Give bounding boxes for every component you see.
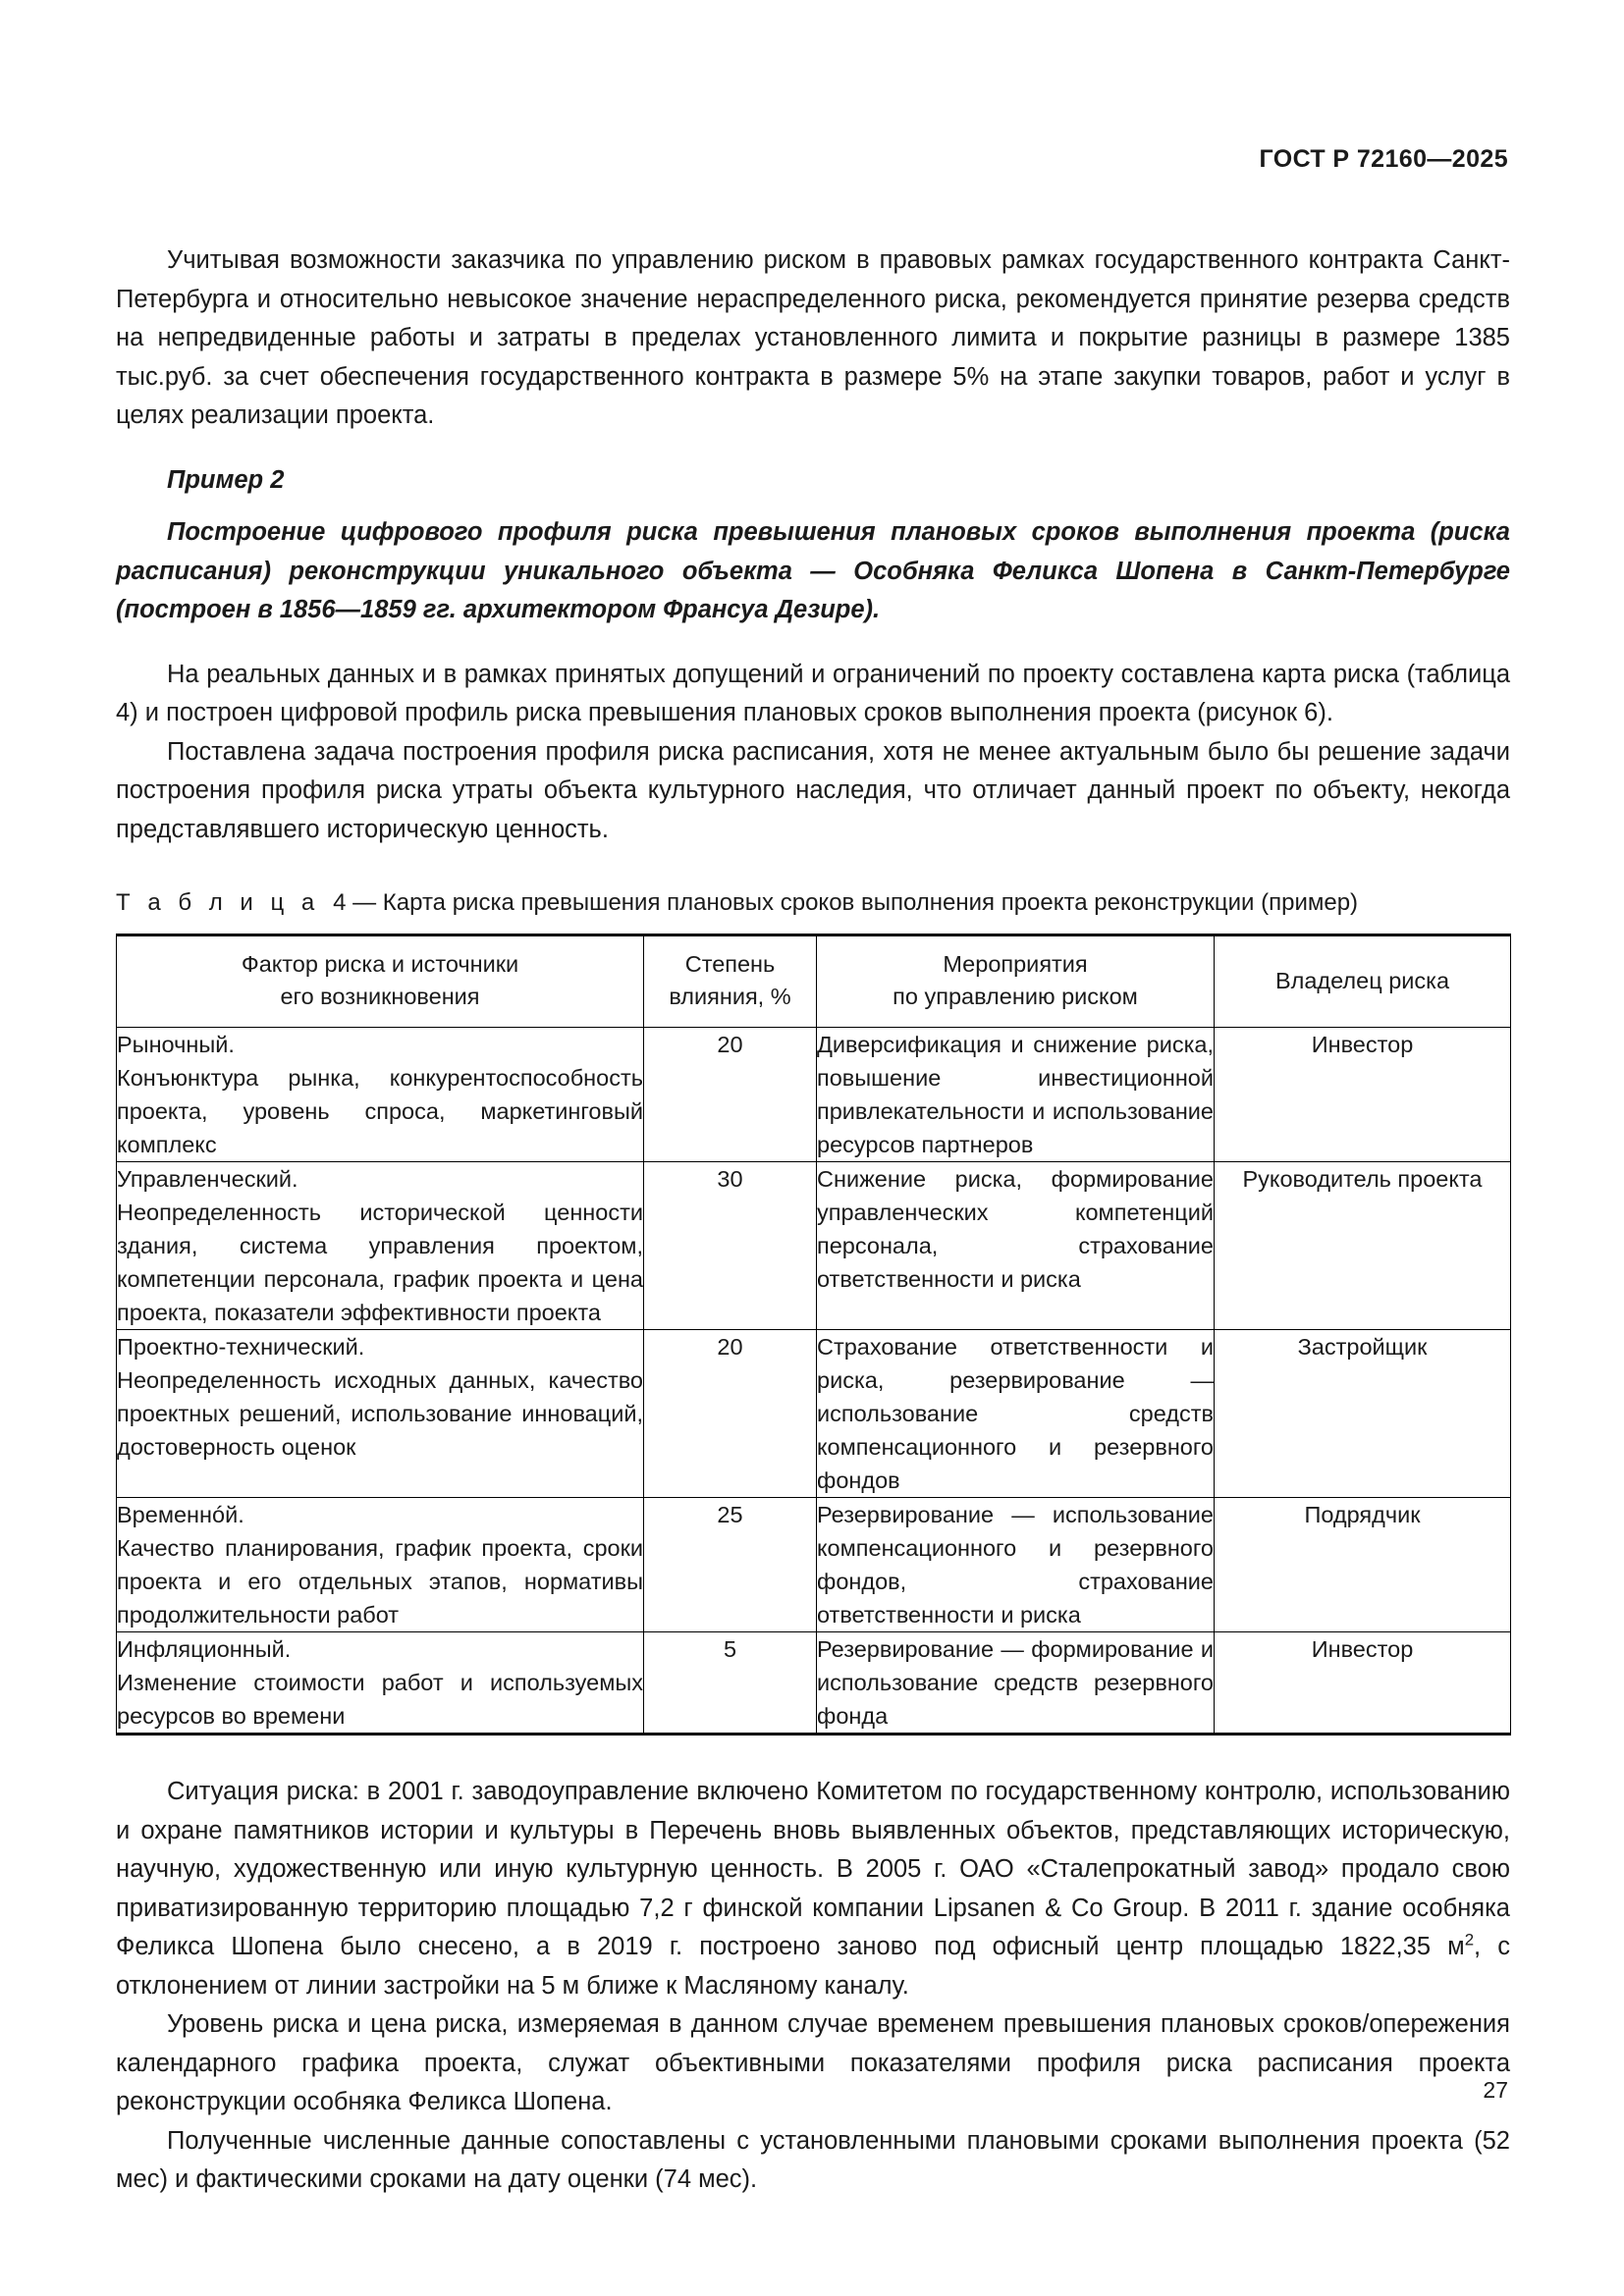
cell-degree: 25 — [644, 1498, 817, 1632]
cell-degree: 20 — [644, 1330, 817, 1498]
table-caption-number: 4 — [333, 889, 347, 916]
table-row — [117, 1632, 1511, 1735]
column-header-owner — [1215, 935, 1511, 1028]
paragraph-situation — [116, 1773, 1510, 2005]
column-header-degree-line2: влияния, % — [669, 984, 791, 1009]
example-label: Пример 2 — [167, 465, 285, 494]
cell-owner: Руководитель проекта — [1215, 1162, 1511, 1330]
paragraph-task: Поставлена задача построения профиля риска расписания, хотя не менее актуальным было бы решение задачи построения профиля риска утраты объекта культурного наследия, что отличает данный проект по объекту, некогда представлявшего историческую ценность. — [116, 737, 1510, 843]
cell-measures: Снижение риска, формирование управленческих компетенций персонала, страхование ответственности и риска — [817, 1162, 1215, 1330]
paragraph-data: На реальных данных и в рамках принятых допущений и ограничений по проекту составлена карта риска (таблица 4) и построен цифровой профиль риска превышения плановых сроков выполнения проекта (рисунок 6). — [116, 660, 1510, 726]
cell-factor — [117, 1028, 644, 1162]
cell-factor — [117, 1330, 644, 1498]
table-caption — [116, 886, 1510, 920]
cell-measures: Резервирование — использование компенсационного и резервного фондов, страхование ответственности и риска — [817, 1498, 1215, 1632]
cell-owner: Застройщик — [1215, 1330, 1511, 1498]
factor-head: Рыночный. — [117, 1032, 235, 1057]
square-meter-superscript: 2 — [1464, 1930, 1475, 1949]
column-header-degree-line1: Степень — [684, 951, 776, 977]
column-header-measures — [817, 935, 1215, 1028]
table-caption-text: — Карта риска превышения плановых сроков выполнения проекта реконструкции (пример) — [352, 889, 1359, 916]
paragraph-result: Полученные численные данные сопоставлены с установленными плановыми сроками выполнения проекта (52 мес) и фактическими сроками на дату оценки (74 мес). — [116, 2126, 1510, 2193]
cell-factor — [117, 1632, 644, 1735]
factor-body: Конъюнктура рынка, конкурентоспособность проекта, уровень спроса, маркетинговый комплекс — [117, 1065, 643, 1157]
cell-degree: 30 — [644, 1162, 817, 1330]
column-header-factor-line1: Фактор риска и источники — [241, 951, 519, 977]
cell-owner: Инвестор — [1215, 1632, 1511, 1735]
table-body — [117, 1028, 1511, 1735]
table-caption-prefix: Т а б л и ц а — [116, 889, 320, 916]
cell-owner: Инвестор — [1215, 1028, 1511, 1162]
factor-body: Изменение стоимости работ и используемых ресурсов во времени — [117, 1670, 643, 1729]
column-header-measures-line2: по управлению риском — [893, 984, 1138, 1009]
factor-head: Инфляционный. — [117, 1636, 292, 1662]
table-row — [117, 1162, 1511, 1330]
standard-header: ГОСТ Р 72160—2025 — [1259, 145, 1508, 173]
table-header-row — [117, 935, 1511, 1028]
paragraph-intro: Учитывая возможности заказчика по управлению риском в правовых рамках государственного контракта Санкт-Петербурга и относительно невысокое значение нераспределенного риска, рекомендуется принятие резерва средств на непредвиденные работы и затраты в пределах установленного лимита и покрытие разницы в размере 1385 тыс.руб. за счет обеспечения государственного контракта в размере 5% на этапе закупки товаров, работ и услуг в целях реализации проекта. — [116, 246, 1510, 429]
cell-factor — [117, 1162, 644, 1330]
page-number: 27 — [1483, 2077, 1508, 2103]
table-row — [117, 1498, 1511, 1632]
factor-head: Проектно-технический. — [117, 1334, 365, 1360]
example-title: Построение цифрового профиля риска превышения плановых сроков выполнения проекта (риска расписания) реконструкции уникального объекта — Особняка Феликса Шопена в Санкт-Петербурге (построен в 1856—1859 гг. архитектором Франсуа Дезире). — [116, 518, 1510, 623]
column-header-owner-line1: Владелец риска — [1274, 967, 1450, 993]
cell-measures: Диверсификация и снижение риска, повышение инвестиционной привлекательности и использование ресурсов партнеров — [817, 1028, 1215, 1162]
situation-text-part1: Ситуация риска: в 2001 г. заводоуправление включено Комитетом по государственному контролю, использованию и охране памятников истории и культуры в Перечень вновь выявленных объектов, представляющих историческую, научную, художественную или иную культурную ценность. В 2005 г. ОАО «Сталепрокатный завод» продало свою приватизированную территорию площадью 7,2 г финской компании Lipsanen & Co Group. В 2011 г. здание особняка Феликса Шопена было снесено, а в 2019 г. построено заново под офисный центр площадью 1822,35 м — [116, 1778, 1510, 1960]
column-header-measures-line1: Мероприятия — [943, 951, 1088, 977]
cell-degree: 5 — [644, 1632, 817, 1735]
situation-text-part2: , с отклонением от линии застройки на 5 м ближе к Масляному каналу. — [116, 1933, 1510, 2000]
factor-body: Качество планирования, график проекта, сроки проекта и его отдельных этапов, нормативы продолжительности работ — [117, 1535, 643, 1628]
column-header-factor-line2: его возникновения — [280, 984, 480, 1009]
factor-head: Временнóй. — [117, 1502, 244, 1527]
factor-body: Неопределенность исходных данных, качество проектных решений, использование инноваций, достоверность оценок — [117, 1367, 643, 1460]
column-header-degree — [644, 935, 817, 1028]
factor-body: Неопределенность исторической ценности здания, система управления проектом, компетенции персонала, график проекта и цена проекта, показатели эффективности проекта — [117, 1200, 643, 1325]
cell-owner: Подрядчик — [1215, 1498, 1511, 1632]
table-row — [117, 1028, 1511, 1162]
cell-degree: 20 — [644, 1028, 817, 1162]
risk-map-table — [116, 934, 1511, 1735]
cell-measures: Страхование ответственности и риска, резервирование — использование средств компенсационного и резервного фондов — [817, 1330, 1215, 1498]
paragraph-risk-level: Уровень риска и цена риска, измеряемая в данном случае временем превышения плановых сроков/опережения календарного графика проекта, служат объективными показателями профиля риска расписания проекта реконструкции особняка Феликса Шопена. — [116, 2010, 1510, 2115]
cell-factor — [117, 1498, 644, 1632]
page-content — [116, 241, 1510, 2200]
column-header-factor — [117, 935, 644, 1028]
table-row — [117, 1330, 1511, 1498]
factor-head: Управленческий. — [117, 1166, 298, 1192]
cell-measures: Резервирование — формирование и использование средств резервного фонда — [817, 1632, 1215, 1735]
